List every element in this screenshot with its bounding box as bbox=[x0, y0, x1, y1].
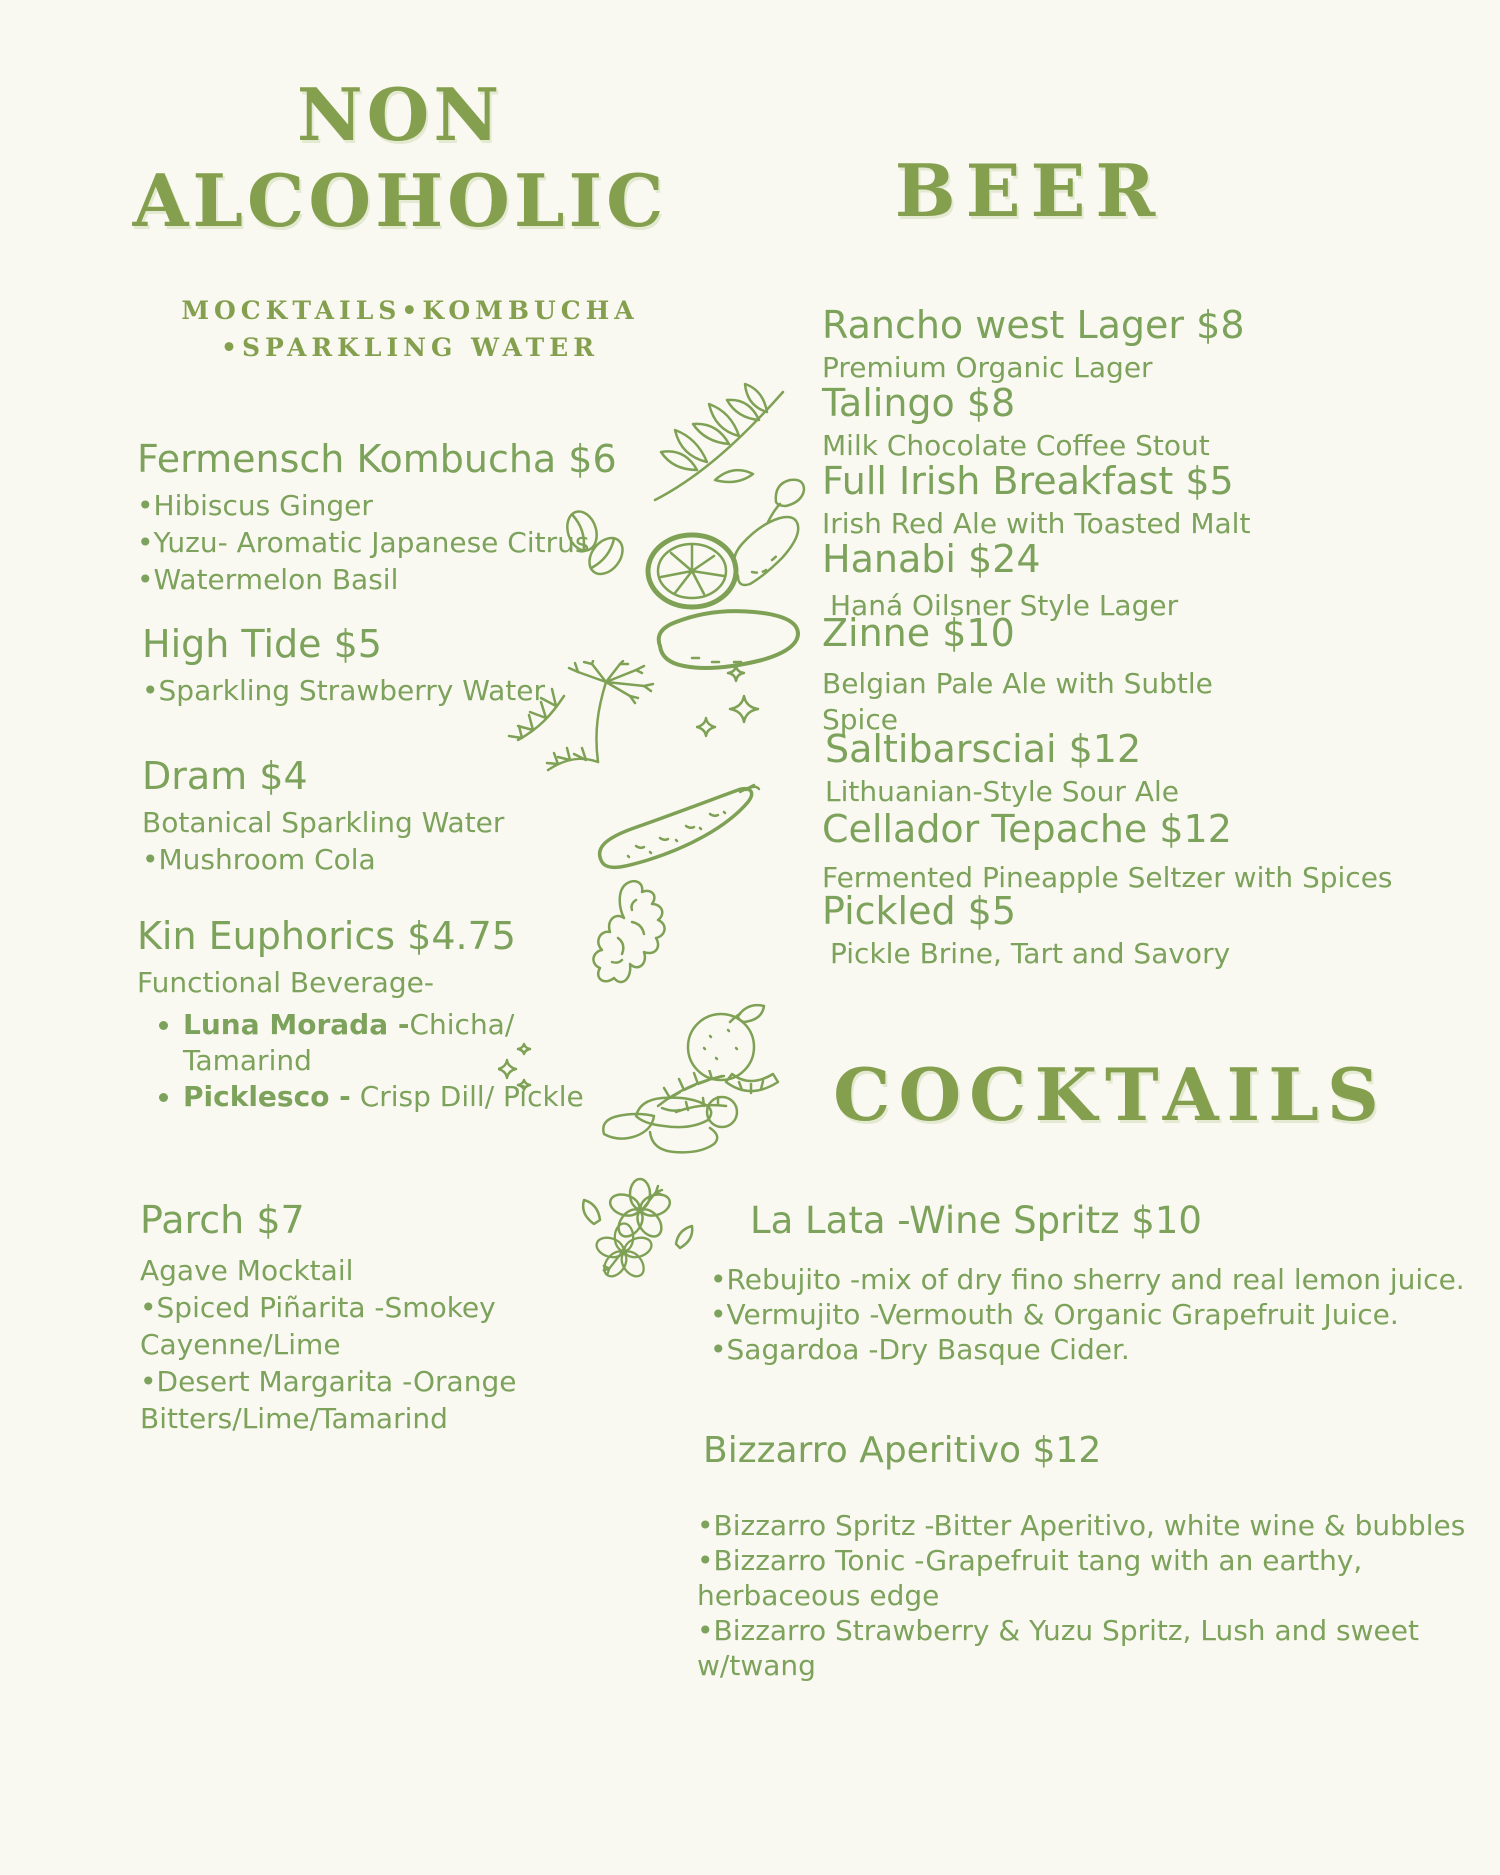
item-detail-line: Agave Mocktail bbox=[140, 1254, 354, 1287]
item-detail-line: Bitters/Lime/Tamarind bbox=[140, 1402, 448, 1435]
cocktail-detail-line: •Vermujito -Vermouth & Organic Grapefruit Juice. bbox=[710, 1298, 1399, 1331]
item-detail-line: Belgian Pale Ale with Subtle bbox=[822, 667, 1213, 700]
item-detail-line: Botanical Sparkling Water bbox=[142, 806, 505, 839]
item-details bbox=[137, 964, 584, 1001]
beer-item-pickled bbox=[822, 888, 1230, 972]
cocktail-detail-line: •Sagardoa -Dry Basque Cider. bbox=[710, 1333, 1130, 1366]
menu-item-dram bbox=[142, 752, 504, 878]
sub-bullet-text-cont: Tamarind bbox=[183, 1044, 312, 1077]
item-detail-line: Spice bbox=[822, 703, 898, 736]
cucumber-illustration bbox=[590, 782, 762, 877]
non-alcoholic-title bbox=[110, 72, 690, 244]
item-details bbox=[140, 1252, 516, 1437]
lemon-with-leaf-illustration bbox=[726, 476, 806, 594]
non-alcoholic-title-line1: NON bbox=[296, 72, 504, 157]
item-detail-line: Milk Chocolate Coffee Stout bbox=[822, 429, 1210, 462]
cocktail-detail-line: •Bizzarro Strawberry & Yuzu Spritz, Lush and sweet bbox=[697, 1614, 1419, 1647]
sub-bullet-text: Chicha/ bbox=[409, 1008, 515, 1041]
item-detail-line: •Mushroom Cola bbox=[142, 843, 376, 876]
subtitle-line1: MOCKTAILS•KOMBUCHA bbox=[181, 296, 639, 325]
item-detail-line: •Yuzu- Aromatic Japanese Citrus bbox=[137, 526, 590, 559]
non-alcoholic-subtitle bbox=[105, 292, 715, 366]
item-name: Saltibarsciai $12 bbox=[825, 727, 1142, 771]
item-name: Rancho west Lager $8 bbox=[822, 303, 1245, 347]
item-details bbox=[142, 804, 504, 878]
item-detail-line: Fermented Pineapple Seltzer with Spices bbox=[822, 861, 1393, 894]
beer-item-talingo bbox=[822, 380, 1210, 464]
small-sparkles-illustration bbox=[498, 1038, 540, 1093]
cocktail-detail-line: herbaceous edge bbox=[697, 1579, 940, 1612]
cocktail-group-lines bbox=[697, 1508, 1465, 1683]
item-detail-line: •Watermelon Basil bbox=[137, 563, 399, 596]
cocktail-group-lines bbox=[710, 1262, 1465, 1367]
item-detail-line: •Sparkling Strawberry Water bbox=[142, 674, 546, 707]
item-name: Full Irish Breakfast $5 bbox=[822, 459, 1234, 503]
cocktail-detail-line: w/twang bbox=[697, 1649, 816, 1682]
item-name: Hanabi $24 bbox=[822, 537, 1041, 581]
cocktail-group-name-la-lata: La Lata -Wine Spritz $10 bbox=[750, 1199, 1202, 1242]
item-name: Dram $4 bbox=[142, 754, 308, 798]
item-name: Cellador Tepache $12 bbox=[822, 807, 1232, 851]
subtitle-line2: •SPARKLING WATER bbox=[220, 333, 600, 362]
sub-bullet-bold: Luna Morada - bbox=[183, 1008, 410, 1041]
item-detail-line: •Hibiscus Ginger bbox=[137, 489, 373, 522]
item-name: Fermensch Kombucha $6 bbox=[137, 437, 617, 481]
item-detail-line: Pickle Brine, Tart and Savory bbox=[830, 937, 1231, 970]
sparkles-illustration bbox=[696, 662, 772, 742]
item-details bbox=[142, 672, 545, 709]
coffee-beans-illustration bbox=[558, 506, 630, 580]
menu-item-fermensch-kombucha bbox=[137, 435, 617, 598]
item-details bbox=[137, 487, 617, 598]
beer-item-zinne bbox=[822, 610, 1213, 738]
item-detail-line: Irish Red Ale with Toasted Malt bbox=[822, 507, 1251, 540]
sub-bullet-text: Crisp Dill/ Pickle bbox=[350, 1080, 584, 1113]
hibiscus-flowers-illustration bbox=[578, 1176, 696, 1284]
beer-title: BEER bbox=[894, 148, 1166, 233]
item-detail-line: •Spiced Piñarita -Smokey bbox=[140, 1291, 496, 1324]
cocktail-detail-line: •Bizzarro Tonic -Grapefruit tang with an earthy, bbox=[697, 1544, 1363, 1577]
menu-item-parch bbox=[140, 1196, 516, 1437]
item-details bbox=[822, 936, 1230, 972]
item-detail-line: Cayenne/Lime bbox=[140, 1328, 341, 1361]
dill-sprig-illustration bbox=[502, 660, 670, 778]
cocktail-detail-line: •Bizzarro Spritz -Bitter Aperitivo, white wine & bubbles bbox=[697, 1509, 1466, 1542]
ginger-root-illustration bbox=[586, 876, 676, 1011]
item-name: Kin Euphorics $4.75 bbox=[137, 914, 516, 958]
item-name: Talingo $8 bbox=[822, 381, 1016, 425]
cocktail-group-name-bizzarro: Bizzarro Aperitivo $12 bbox=[703, 1430, 1102, 1471]
item-name: Pickled $5 bbox=[822, 889, 1017, 933]
sub-bullet-bold: Picklesco - bbox=[183, 1080, 351, 1113]
cocktails-title: COCKTAILS bbox=[833, 1052, 1387, 1137]
beer-item-cellador-tepache bbox=[822, 806, 1393, 896]
beer-item-saltibarsciai bbox=[825, 726, 1179, 810]
non-alcoholic-title-line2: ALCOHOLIC bbox=[132, 158, 668, 243]
item-name: Zinne $10 bbox=[822, 611, 1015, 655]
cocktail-detail-line: •Rebujito -mix of dry fino sherry and real lemon juice. bbox=[710, 1263, 1465, 1296]
item-details bbox=[825, 774, 1179, 810]
item-detail-line: Haná Oilsner Style Lager bbox=[830, 589, 1179, 622]
item-detail-line: Functional Beverage- bbox=[137, 966, 434, 999]
item-detail-line: •Desert Margarita -Orange bbox=[140, 1365, 517, 1398]
item-detail-line: Premium Organic Lager bbox=[822, 351, 1153, 384]
beer-item-rancho-west bbox=[822, 302, 1245, 386]
item-detail-line: Lithuanian-Style Sour Ale bbox=[825, 775, 1179, 808]
tamarind-pods-illustration bbox=[592, 1070, 762, 1168]
item-name: High Tide $5 bbox=[142, 622, 382, 666]
beer-item-full-irish-breakfast bbox=[822, 458, 1250, 542]
menu-item-high-tide bbox=[142, 620, 545, 709]
item-name: Parch $7 bbox=[140, 1198, 305, 1242]
